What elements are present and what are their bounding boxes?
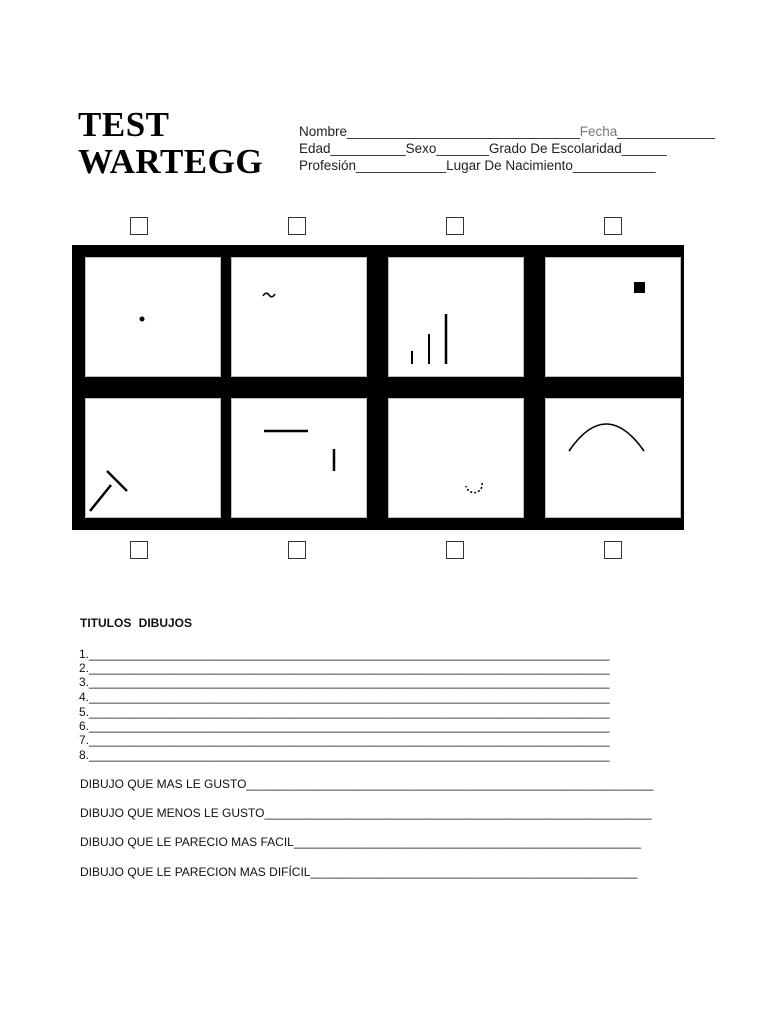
title-line-4[interactable]: 4.______________________________________________________________________________ — [79, 690, 610, 704]
checkbox-frame-2[interactable] — [288, 217, 306, 235]
checkbox-frame-1[interactable] — [130, 217, 148, 235]
three-lines-stimulus — [389, 258, 525, 378]
checkbox-frame-8[interactable] — [604, 541, 622, 559]
arc-stimulus — [546, 399, 682, 519]
profesion-lugar-field[interactable]: Profesión____________Lugar De Nacimiento___________ — [299, 158, 656, 173]
black-square-stimulus — [546, 258, 682, 378]
wartegg-grid — [72, 245, 684, 530]
fecha-blank: _____________ — [617, 124, 715, 139]
test-title — [78, 106, 263, 180]
checkbox-frame-4[interactable] — [604, 217, 622, 235]
title-line-1: TEST — [78, 105, 170, 144]
checkbox-frame-5[interactable] — [130, 541, 148, 559]
title-line-5[interactable]: 5.______________________________________________________________________________ — [79, 705, 610, 719]
crossing-lines-stimulus — [86, 399, 222, 519]
frame-8[interactable] — [545, 398, 681, 518]
frame-2[interactable] — [231, 257, 367, 377]
frame-1[interactable] — [85, 257, 221, 377]
title-line-2[interactable]: 2.______________________________________________________________________________ — [79, 661, 610, 675]
wavy-line-stimulus — [232, 258, 368, 378]
checkbox-frame-7[interactable] — [446, 541, 464, 559]
nombre-label: Nombre_______________________________ — [299, 124, 580, 139]
title-line-3[interactable]: 3.______________________________________________________________________________ — [79, 675, 610, 689]
edad-sexo-grado-field[interactable]: Edad__________Sexo_______Grado De Escolaridad______ — [299, 141, 667, 156]
nombre-fecha-field[interactable] — [299, 124, 715, 139]
titulos-dibujos-heading: TITULOS DIBUJOS — [80, 616, 193, 630]
question-least-liked[interactable]: DIBUJO QUE MENOS LE GUSTO__________________________________________________________ — [80, 806, 652, 820]
horizontal-vertical-lines-stimulus — [232, 399, 368, 519]
frame-6[interactable] — [231, 398, 367, 518]
frame-3[interactable] — [388, 257, 524, 377]
title-line-8[interactable]: 8.______________________________________________________________________________ — [79, 748, 610, 762]
title-line-6[interactable]: 6.______________________________________________________________________________ — [79, 719, 610, 733]
dotted-semicircle-stimulus — [389, 399, 525, 519]
frame-7[interactable] — [388, 398, 524, 518]
checkbox-frame-6[interactable] — [288, 541, 306, 559]
checkbox-frame-3[interactable] — [446, 217, 464, 235]
question-easiest[interactable]: DIBUJO QUE LE PARECIO MAS FACIL____________________________________________________ — [80, 835, 641, 849]
title-line-2: WARTEGG — [78, 142, 264, 181]
frame-5[interactable] — [85, 398, 221, 518]
dot-stimulus — [86, 258, 222, 378]
question-hardest[interactable]: DIBUJO QUE LE PARECION MAS DIFÍCIL_________________________________________________ — [80, 865, 638, 879]
title-line-1[interactable]: 1.______________________________________________________________________________ — [79, 647, 610, 661]
question-most-liked[interactable]: DIBUJO QUE MAS LE GUSTO_____________________________________________________________ — [80, 777, 654, 791]
title-line-7[interactable]: 7.______________________________________________________________________________ — [79, 733, 610, 747]
fecha-label: Fecha — [579, 124, 618, 139]
frame-4[interactable] — [545, 257, 681, 377]
